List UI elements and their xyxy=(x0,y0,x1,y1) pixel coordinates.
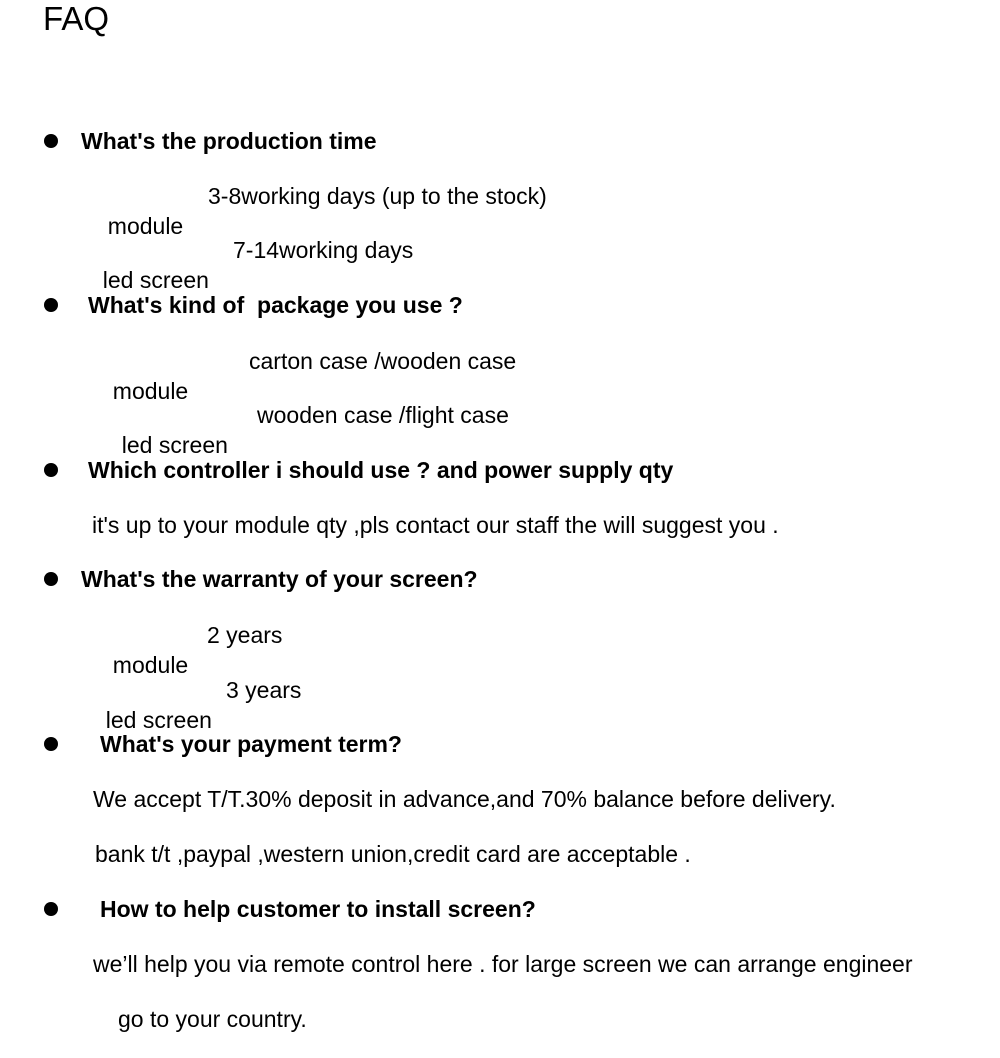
bullet-icon xyxy=(44,134,58,148)
answer-value: carton case /wooden case xyxy=(249,348,517,374)
bullet-icon xyxy=(44,463,58,477)
bullet-icon xyxy=(44,572,58,586)
question-text: What's your payment term? xyxy=(100,731,402,757)
bullet-icon xyxy=(44,902,58,916)
answer-label: module xyxy=(112,652,189,678)
question-text: How to help customer to install screen? xyxy=(100,896,536,922)
question-text: What's the production time xyxy=(81,128,377,154)
answer-line: go to your country. xyxy=(118,1006,307,1032)
faq-question-2 xyxy=(0,290,1000,320)
answer-label: led screen xyxy=(121,432,228,458)
faq-question-5 xyxy=(0,729,1000,759)
bullet-icon xyxy=(44,737,58,751)
answer-label: module xyxy=(112,378,189,404)
question-text: Which controller i should use ? and power supply qty xyxy=(88,457,674,483)
question-text: What's kind of package you use ? xyxy=(88,292,463,318)
answer-value: 3-8working days (up to the stock) xyxy=(208,183,547,209)
answer-label: led screen xyxy=(105,707,212,733)
answer-line: bank t/t ,paypal ,western union,credit card are acceptable . xyxy=(95,841,691,867)
answer-value: 3 years xyxy=(226,677,302,703)
faq-question-3 xyxy=(0,455,1000,485)
faq-question-4 xyxy=(0,564,1000,594)
answer-line: it's up to your module qty ,pls contact our staff the will suggest you . xyxy=(92,512,779,538)
answer-label: module xyxy=(107,213,184,239)
answer-value: wooden case /flight case xyxy=(257,402,509,428)
answer-label: led screen xyxy=(102,267,209,293)
bullet-icon xyxy=(44,298,58,312)
answer-line: we’ll help you via remote control here . for large screen we can arrange engineer xyxy=(93,951,913,977)
answer-value: 7-14working days xyxy=(233,237,414,263)
faq-question-6 xyxy=(0,894,1000,924)
answer-line: We accept T/T.30% deposit in advance,and 70% balance before delivery. xyxy=(93,786,836,812)
faq-question-1 xyxy=(0,126,1000,156)
question-text: What's the warranty of your screen? xyxy=(81,566,478,592)
answer-value: 2 years xyxy=(207,622,283,648)
page-title: FAQ xyxy=(43,0,110,37)
